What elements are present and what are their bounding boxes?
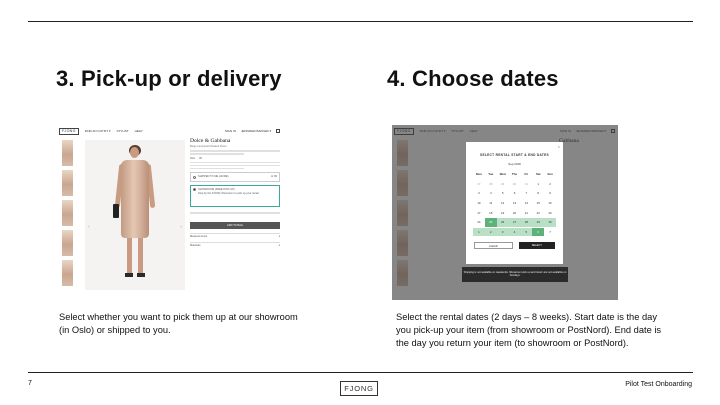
calendar-day[interactable]: 7: [549, 229, 551, 234]
weekday-header: Sat: [535, 172, 541, 177]
product-subtitle: Beige Lacquered Pleated Dress: [190, 145, 227, 148]
page-number: 7: [28, 380, 32, 387]
mini-sign-in[interactable]: SIGN IN: [224, 129, 236, 133]
calendar-day[interactable]: 21: [524, 210, 528, 215]
calendar-day[interactable]: 10: [477, 201, 481, 206]
mini-nav-stylist[interactable]: STYLIST: [116, 129, 129, 133]
option-showroom-note: Stop by the FJONG Showroom to pick up your rental.: [198, 191, 260, 195]
calendar-day[interactable]: 6: [532, 228, 544, 237]
screenshot-product-page: [57, 125, 283, 300]
size-value[interactable]: 36: [199, 156, 202, 160]
footer-title: Pilot Test Onboarding: [625, 381, 692, 388]
option-home-price: kr 99: [271, 175, 277, 179]
accordion-label: Materials: [190, 244, 201, 248]
model-shoe: [137, 273, 145, 277]
weekday-header: Fri: [524, 172, 529, 177]
text-line: [190, 153, 244, 154]
model-shoe: [125, 273, 133, 277]
calendar-day[interactable]: 1: [473, 228, 485, 237]
model-leg: [127, 238, 132, 274]
top-divider: [28, 21, 693, 22]
radio-icon: [193, 176, 196, 179]
calendar-day[interactable]: 25: [485, 218, 497, 227]
heading-pickup-delivery: 3. Pick-up or delivery: [56, 66, 282, 91]
calendar-day[interactable]: 30: [512, 181, 517, 186]
calendar-day[interactable]: 31: [524, 181, 528, 186]
caption-dates: Select the rental dates (2 days – 8 weeks). Start date is the day you pick-up your item (from showroom or PostNord). End date is the day you return your item (to showroom or PostNord).: [396, 312, 662, 349]
calendar-day[interactable]: 28: [489, 181, 493, 186]
weekday-header: Sun: [547, 172, 553, 177]
radio-selected-icon: [193, 188, 196, 191]
calendar-day[interactable]: 30: [544, 218, 556, 227]
accordion-measurements[interactable]: [190, 233, 280, 239]
thumbnail[interactable]: [62, 260, 73, 286]
text-line: [190, 212, 280, 213]
calendar-day[interactable]: 26: [497, 218, 509, 227]
date-picker-modal: [466, 142, 563, 264]
text-line: [190, 150, 280, 151]
calendar-day[interactable]: 22: [536, 210, 540, 215]
text-line: [190, 165, 280, 166]
weekday-header: Tue: [488, 172, 494, 177]
modal-title: SELECT RENTAL START & END DATES: [480, 153, 549, 157]
next-arrow-icon[interactable]: ›: [180, 224, 182, 230]
calendar-day[interactable]: 14: [524, 201, 528, 206]
mini-nav-help[interactable]: HELP: [134, 129, 143, 133]
calendar-day[interactable]: 8: [537, 191, 540, 196]
calendar-day[interactable]: 15: [536, 201, 540, 206]
calendar-day[interactable]: 13: [512, 201, 517, 206]
close-icon[interactable]: ×: [557, 144, 560, 149]
clutch-bag: [113, 204, 119, 218]
calendar-day[interactable]: 2: [485, 228, 497, 237]
mini-navbar: [57, 125, 283, 137]
chevron-down-icon: ▾: [278, 244, 280, 248]
caption-pickup: Select whether you want to pick them up at our showroom (in Oslo) or shipped to you.: [59, 312, 298, 336]
model-dress: [121, 160, 149, 238]
calendar-day[interactable]: 7: [525, 191, 528, 196]
delivery-option-home[interactable]: [190, 172, 280, 182]
calendar-day[interactable]: 9: [549, 191, 551, 196]
delivery-option-showroom[interactable]: [190, 185, 280, 207]
calendar-day[interactable]: 6: [513, 191, 516, 196]
clear-button[interactable]: CLEAR: [474, 242, 513, 249]
footer-logo: FJONG: [340, 381, 378, 396]
calendar-day[interactable]: 16: [548, 201, 552, 206]
thumbnail[interactable]: [62, 140, 73, 166]
heading-choose-dates: 4. Choose dates: [387, 66, 559, 91]
calendar-day[interactable]: 27: [477, 181, 481, 186]
calendar-day[interactable]: 28: [520, 218, 532, 227]
thumbnail-strip: [62, 140, 73, 290]
chevron-down-icon: ▾: [278, 234, 280, 238]
calendar-day[interactable]: 12: [501, 201, 505, 206]
thumbnail[interactable]: [62, 200, 73, 226]
weekday-header: Wed: [499, 172, 506, 177]
add-to-bag-button[interactable]: ADD TO BAG: [190, 222, 280, 229]
calendar-day[interactable]: 24: [477, 220, 481, 225]
calendar-day[interactable]: 29: [532, 218, 544, 227]
option-home-label: SHIPPED TO ME (HOME): [198, 175, 229, 179]
prev-arrow-icon[interactable]: ‹: [88, 224, 90, 230]
calendar-day[interactable]: 11: [489, 201, 493, 206]
weekday-header: Mon: [475, 172, 482, 177]
weekday-header: Thu: [511, 172, 518, 177]
accordion-label: Measurements: [190, 234, 208, 238]
text-line: [190, 168, 244, 169]
shipping-notice-toast: Shipping is not available on weekends. Showroom pick up and return are not available on Sundays.: [462, 267, 568, 282]
calendar-day[interactable]: 29: [501, 181, 505, 186]
mini-logo[interactable]: FJONG: [59, 128, 79, 135]
calendar-day[interactable]: 1: [537, 181, 540, 186]
calendar-day[interactable]: 4: [489, 191, 492, 196]
select-button[interactable]: SELECT: [519, 242, 556, 249]
option-showroom-label: SHOWROOM (FREE PICK-UP): [198, 188, 235, 192]
mini-user-menu[interactable]: JENNIFER BAKKER ▾: [240, 129, 271, 133]
calendar-day[interactable]: 17: [477, 210, 481, 215]
mini-nav-find-outfit[interactable]: FIND AN OUTFIT ▾: [84, 129, 111, 133]
calendar-day[interactable]: 5: [501, 191, 504, 196]
calendar-day[interactable]: 18: [489, 210, 493, 215]
product-brand: Dolce & Gabbana: [190, 138, 231, 144]
model-leg: [138, 238, 143, 274]
product-photo: [85, 140, 185, 290]
calendar-day[interactable]: 4: [509, 228, 521, 237]
bag-icon[interactable]: [276, 129, 280, 133]
calendar-grid: [473, 170, 556, 236]
calendar-day[interactable]: 23: [548, 210, 552, 215]
calendar-day[interactable]: 27: [509, 218, 521, 227]
calendar-day[interactable]: 2: [549, 181, 551, 186]
product-detail-panel: [190, 138, 280, 298]
accordion-materials[interactable]: [190, 242, 280, 248]
text-line: [190, 162, 280, 163]
calendar-day[interactable]: 20: [512, 210, 517, 215]
size-label: Size: [190, 156, 196, 160]
thumbnail[interactable]: [62, 170, 73, 196]
screenshot-date-picker: [392, 125, 618, 300]
bottom-divider: [28, 372, 693, 373]
calendar-day[interactable]: 3: [497, 228, 509, 237]
calendar-day[interactable]: 5: [520, 228, 532, 237]
calendar-month: Sep 2018: [508, 162, 521, 166]
calendar-day[interactable]: 3: [478, 191, 480, 196]
thumbnail[interactable]: [62, 230, 73, 256]
model-head: [130, 147, 139, 158]
calendar-day[interactable]: 19: [501, 210, 505, 215]
